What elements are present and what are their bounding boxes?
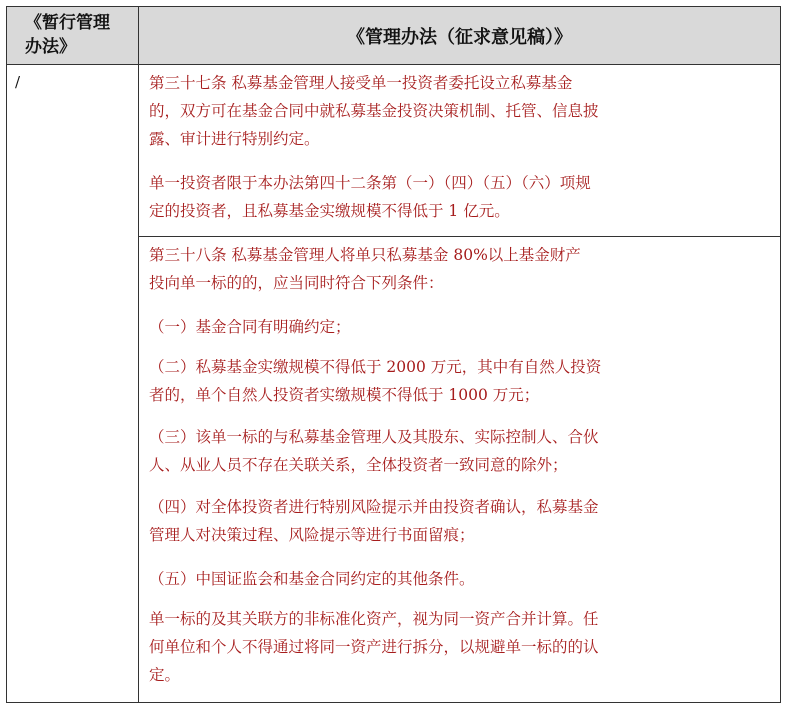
text-line: （三）该单一标的与私募基金管理人及其股东、实际控制人、合伙 <box>149 428 599 446</box>
article-38-tail <box>149 605 774 689</box>
article-37-paragraph-2 <box>149 169 774 225</box>
text-line: 何单位和个人不得通过将同一资产进行拆分，以规避单一标的的认 <box>149 638 599 656</box>
text-line: 人、从业人员不存在关联关系，全体投资者一致同意的除外； <box>149 456 568 474</box>
article-37-cell <box>139 65 780 237</box>
comparison-table <box>6 6 781 703</box>
header-right: 《管理办法（征求意见稿）》 <box>347 26 572 48</box>
header-left <box>7 7 139 64</box>
text-line: 的，双方可在基金合同中就私募基金投资决策机制、托管、信息披 <box>149 102 599 120</box>
text-line: 定。 <box>149 666 181 684</box>
article-38-condition-2 <box>149 353 774 409</box>
header-left-line2: 办法》 <box>25 37 76 57</box>
text-line: 者的，单个自然人投资者实缴规模不得低于 1000 万元； <box>149 386 540 404</box>
text-line: 第三十八条 私募基金管理人将单只私募基金 80%以上基金财产 <box>149 246 581 264</box>
left-column <box>7 65 139 702</box>
article-38-intro <box>149 241 774 297</box>
text-line: 第三十七条 私募基金管理人接受单一投资者委托设立私募基金 <box>149 74 573 92</box>
text-line: 投向单一标的的，应当同时符合下列条件： <box>149 274 444 292</box>
text-line: （四）对全体投资者进行特别风险提示并由投资者确认，私募基金 <box>149 498 599 516</box>
text-line: （五）中国证监会和基金合同约定的其他条件。 <box>149 570 475 588</box>
header-left-line1: 《暂行管理 <box>25 13 110 33</box>
article-38-condition-1 <box>149 313 774 341</box>
text-line: 定的投资者，且私募基金实缴规模不得低于 1 亿元。 <box>149 202 510 220</box>
text-line: 单一标的及其关联方的非标准化资产，视为同一资产合并计算。任 <box>149 610 599 628</box>
text-line: （一）基金合同有明确约定； <box>149 318 351 336</box>
left-column-mark: / <box>15 73 21 91</box>
text-line: 管理人对决策过程、风险提示等进行书面留痕； <box>149 526 475 544</box>
article-38-condition-4 <box>149 493 774 549</box>
text-line: 单一投资者限于本办法第四十二条第（一）（四）（五）（六）项规 <box>149 174 591 192</box>
text-line: 露、审计进行特别约定。 <box>149 130 320 148</box>
article-38-condition-3 <box>149 423 774 479</box>
article-38-cell <box>139 237 780 702</box>
table-header <box>7 7 780 65</box>
article-37-paragraph-1 <box>149 69 774 153</box>
text-line: （二）私募基金实缴规模不得低于 2000 万元，其中有自然人投资 <box>149 358 602 376</box>
article-38-condition-5 <box>149 565 774 593</box>
